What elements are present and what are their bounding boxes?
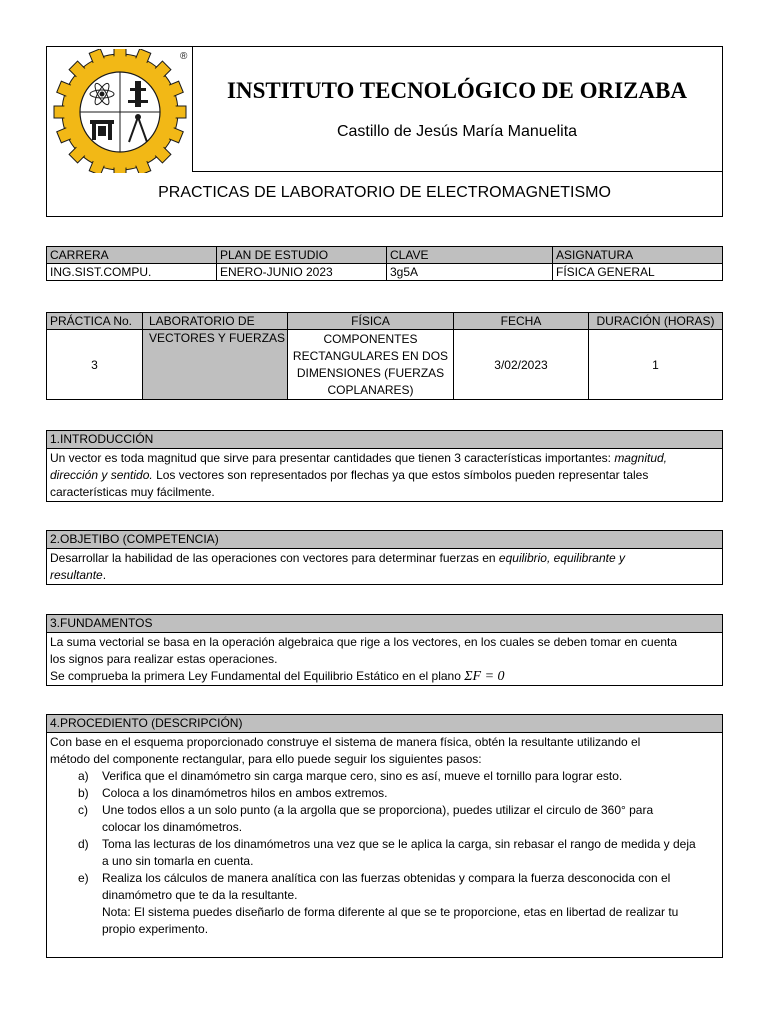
info-value-clave: 3g5A	[386, 263, 553, 281]
practice-header-lab: LABORATORIO DE	[142, 312, 288, 330]
list-marker: b)	[78, 786, 89, 800]
text: Los vectores son representados por flechas ya que estos símbolos pueden representar tales	[152, 468, 649, 482]
text-line	[50, 467, 719, 484]
practice-number: 3	[46, 329, 143, 400]
text-line: La suma vectorial se basa en la operación algebraica que rige a los vectores, en los cuales se deben tomar en cuenta	[50, 635, 678, 649]
text-line	[50, 450, 719, 467]
text: Desarrollar la habilidad de las operaciones con vectores para determinar fuerzas en	[50, 551, 499, 565]
practice-header-fisica: FÍSICA	[287, 312, 454, 330]
text-line	[50, 668, 719, 685]
list-item	[78, 870, 719, 938]
topic-line: DIMENSIONES (FUERZAS	[296, 366, 445, 380]
text-line: colocar los dinamómetros.	[102, 820, 243, 834]
practice-header-fecha: FECHA	[453, 312, 589, 330]
institution-name: INSTITUTO TECNOLÓGICO DE ORIZABA	[227, 78, 687, 103]
text-italic: magnitud,	[614, 451, 668, 465]
text-line: método del componente rectangular, para ello puede seguir los siguientes pasos:	[50, 752, 482, 766]
list-item	[78, 836, 719, 870]
registered-mark: ®	[180, 51, 188, 62]
topic-line: COMPONENTES	[323, 332, 418, 346]
formula: ΣF = 0	[464, 669, 505, 684]
list-item	[78, 785, 719, 802]
info-header-plan: PLAN DE ESTUDIO	[216, 246, 387, 264]
practice-header-duracion: DURACIÓN (HORAS)	[588, 312, 723, 330]
text: .	[102, 568, 107, 582]
text-italic: equilibrio, equilibrante y	[498, 551, 625, 565]
procedure-steps	[50, 768, 719, 938]
list-marker: e)	[78, 871, 89, 885]
section-body	[46, 448, 723, 502]
section-body	[46, 548, 723, 585]
practice-topic	[287, 329, 454, 400]
institution-logo	[52, 49, 188, 173]
section-title: 2.OBJETIBO (COMPETENCIA)	[46, 530, 723, 549]
list-item	[78, 768, 719, 785]
text-italic: dirección y sentido.	[50, 468, 153, 482]
info-header-carrera: CARRERA	[46, 246, 217, 264]
text-line: Toma las lecturas de los dinamómetros una vez que se le aplica la carga, sin rebasar el rango de medida y deja	[102, 837, 696, 851]
info-value-asignatura: FÍSICA GENERAL	[552, 263, 723, 281]
list-marker: d)	[78, 837, 89, 851]
text-line: Realiza los cálculos de manera analítica con las fuerzas obtenidas y compara la fuerza desconocida con el	[102, 871, 671, 885]
text-line	[50, 567, 719, 584]
practice-header-number: PRÁCTICA No.	[46, 312, 143, 330]
info-header-clave: CLAVE	[386, 246, 553, 264]
info-header-asignatura: ASIGNATURA	[552, 246, 723, 264]
practice-duration: 1	[588, 329, 723, 400]
text-line: Une todos ellos a un solo punto (a la argolla que se proporciona), puedes utilizar el circulo de 360° para	[102, 803, 654, 817]
gear-logo-icon	[52, 49, 188, 173]
text-line: a uno sin tomarla en cuenta.	[102, 854, 254, 868]
info-value-plan: ENERO-JUNIO 2023	[216, 263, 387, 281]
section-title: 3.FUNDAMENTOS	[46, 614, 723, 633]
section-title: 4.PROCEDIENTO (DESCRIPCIÓN)	[46, 714, 723, 733]
practice-date: 3/02/2023	[453, 329, 589, 400]
text-line: Coloca a los dinamómetros hilos en ambos extremos.	[102, 786, 388, 800]
author-name: Castillo de Jesús María Manuelita	[336, 123, 578, 140]
info-table	[46, 246, 723, 282]
topic-line: RECTANGULARES EN DOS	[292, 349, 449, 363]
text-italic: resultante	[50, 568, 103, 582]
text-line	[50, 550, 719, 567]
text-line: Verifica que el dinamómetro sin carga marque cero, sino es así, mueve el tornillo para lograr esto.	[102, 769, 623, 783]
info-value-carrera: ING.SIST.COMPU.	[46, 263, 217, 281]
practice-title: PRACTICAS DE LABORATORIO DE ELECTROMAGNETISMO	[158, 184, 611, 201]
text-line: características muy fácilmente.	[50, 485, 215, 499]
text: Se comprueba la primera Ley Fundamental del Equilibrio Estático en el plano	[50, 669, 465, 683]
text-line: Con base en el esquema proporcionado construye el sistema de manera física, obtén la resultante utilizando el	[50, 735, 641, 749]
practice-lab-name: VECTORES Y FUERZAS	[142, 329, 288, 400]
section-title: 1.INTRODUCCIÓN	[46, 430, 723, 449]
divider-vertical	[192, 47, 193, 172]
section-body	[46, 732, 723, 958]
text-line: dinamómetro que te da la resultante.	[102, 888, 298, 902]
section-body	[46, 632, 723, 686]
text-line: Nota: El sistema puedes diseñarlo de forma diferente al que se te proporcione, etas en libertad de realizar tu	[102, 905, 679, 919]
topic-line: COPLANARES)	[327, 383, 414, 397]
practice-table	[46, 312, 723, 400]
text-line: los signos para realizar estas operaciones.	[50, 652, 278, 666]
text: Un vector es toda magnitud que sirve para presentar cantidades que tienen 3 características importantes:	[50, 451, 615, 465]
list-item	[78, 802, 719, 836]
text-line: propio experimento.	[102, 922, 209, 936]
list-marker: a)	[78, 769, 89, 783]
list-marker: c)	[78, 803, 88, 817]
header-box	[46, 46, 723, 217]
header-divider	[192, 171, 723, 172]
